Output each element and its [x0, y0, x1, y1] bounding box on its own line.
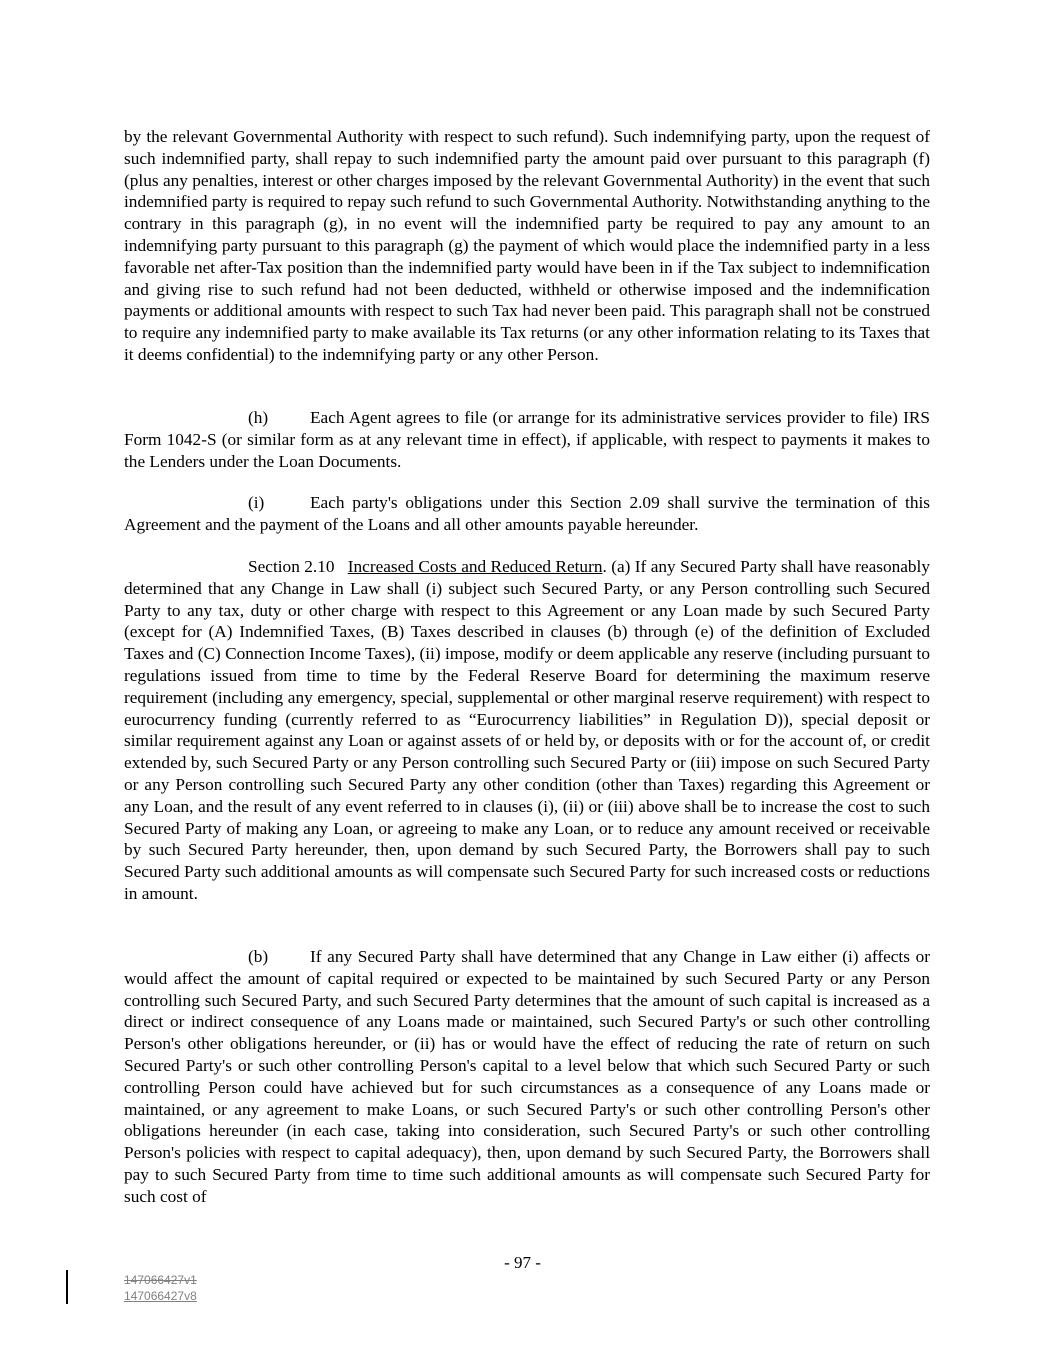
- page-number: - 97 -: [504, 1253, 541, 1272]
- paragraph-h: [124, 407, 930, 472]
- section-number: Section 2.10: [248, 557, 335, 576]
- section-title: Increased Costs and Reduced Return: [347, 557, 603, 576]
- paragraph-i-text: Each party's obligations under this Section 2.09 shall survive the termination of this Agreement and the payment of the Loans and all other amounts payable hereunder.: [124, 493, 930, 534]
- paragraph-b: [124, 946, 930, 1208]
- paragraph-g-continuation: by the relevant Governmental Authority with respect to such refund). Such indemnifying party, upon the request of such indemnified party, shall repay to such indemnified party the amount paid over pursuant to this paragraph (f) (plus any penalties, interest or other charges imposed by the relevant Governmental Authority) in the event that such indemnified party is required to repay such refund to such Governmental Authority. Notwithstanding anything to the contrary in this paragraph (g), in no event will the indemnified party be required to pay any amount to an indemnifying party pursuant to this paragraph (g) the payment of which would place the indemnified party in a less favorable net after-Tax position than the indemnified party would have been in if the Tax subject to indemnification and giving rise to such refund had not been deducted, withheld or otherwise imposed and the indemnification payments or additional amounts with respect to such Tax had never been paid. This paragraph shall not be construed to require any indemnified party to make available its Tax returns (or any other information relating to its Taxes that it deems confidential) to the indemnifying party or any other Person.: [124, 127, 930, 364]
- paragraph-h-label: (h): [248, 408, 269, 427]
- paragraph-b-text: If any Secured Party shall have determined that any Change in Law either (i) affects or would affect the amount of capital required or expected to be maintained by such Secured Party or any Person controlling such Secured Party, and such Secured Party determines that the amount of such capital is increased as a direct or indirect consequence of any Loans made or maintained, such Secured Party's or such other controlling Person's other obligations hereunder, or (ii) has or would have the effect of reducing the rate of return on such Secured Party's or such other controlling Person's capital to a level below that which such Secured Party or such controlling Person could have achieved but for such circumstances as a consequence of any Loans made or maintained, or any agreement to make Loans, or such Secured Party's or such other controlling Person's other obligations hereunder (in each case, taking into consideration, such Secured Party's or such other controlling Person's policies with respect to capital adequacy), then, upon demand by such Secured Party, the Borrowers shall pay to such Secured Party from time to time such additional amounts as will compensate such Secured Party for such cost of: [124, 947, 930, 1206]
- revision-change-bar: [66, 1270, 68, 1304]
- document-id-deleted: 147066427v1: [124, 1273, 197, 1287]
- paragraph-i-label: (i): [248, 493, 265, 512]
- document-id-inserted: 147066427v8: [124, 1289, 197, 1303]
- paragraph-i: [124, 492, 930, 536]
- section-2-10-text: . (a) If any Secured Party shall have reasonably determined that any Change in Law shall (i) subject such Secured Party, or any Person controlling such Secured Party to any tax, duty or other charge with respect to this Agreement or any Loan made by such Secured Party (except for (A) Indemnified Taxes, (B) Taxes described in clauses (b) through (e) of the definition of Excluded Taxes and (C) Connection Income Taxes), (ii) impose, modify or deem applicable any reserve (including pursuant to regulations issued from time to time by the Federal Reserve Board for determining the maximum reserve requirement (including any emergency, special, supplemental or other marginal reserve requirement) with respect to eurocurrency funding (currently referred to as “Eurocurrency liabilities” in Regulation D)), special deposit or similar requirement against any Loan or against assets of or held by, or deposits with or for the account of, or credit extended by, such Secured Party or any Person controlling such Secured Party or (iii) impose on such Secured Party or any Person controlling such Secured Party any other condition (other than Taxes) regarding this Agreement or any Loan, and the result of any event referred to in clauses (i), (ii) or (iii) above shall be to increase the cost to such Secured Party of making any Loan, or agreeing to make any Loan, or to reduce any amount received or receivable by such Secured Party hereunder, then, upon demand by such Secured Party, the Borrowers shall pay to such Secured Party such additional amounts as will compensate such Secured Party for such increased costs or reductions in amount.: [124, 557, 930, 903]
- paragraph-b-label: (b): [248, 947, 269, 966]
- section-2-10-paragraph-a: [124, 556, 930, 905]
- paragraph-h-text: Each Agent agrees to file (or arrange for its administrative services provider to file) IRS Form 1042-S (or similar form as at any relevant time in effect), if applicable, with respect to payments it makes to the Lenders under the Loan Documents.: [124, 408, 930, 471]
